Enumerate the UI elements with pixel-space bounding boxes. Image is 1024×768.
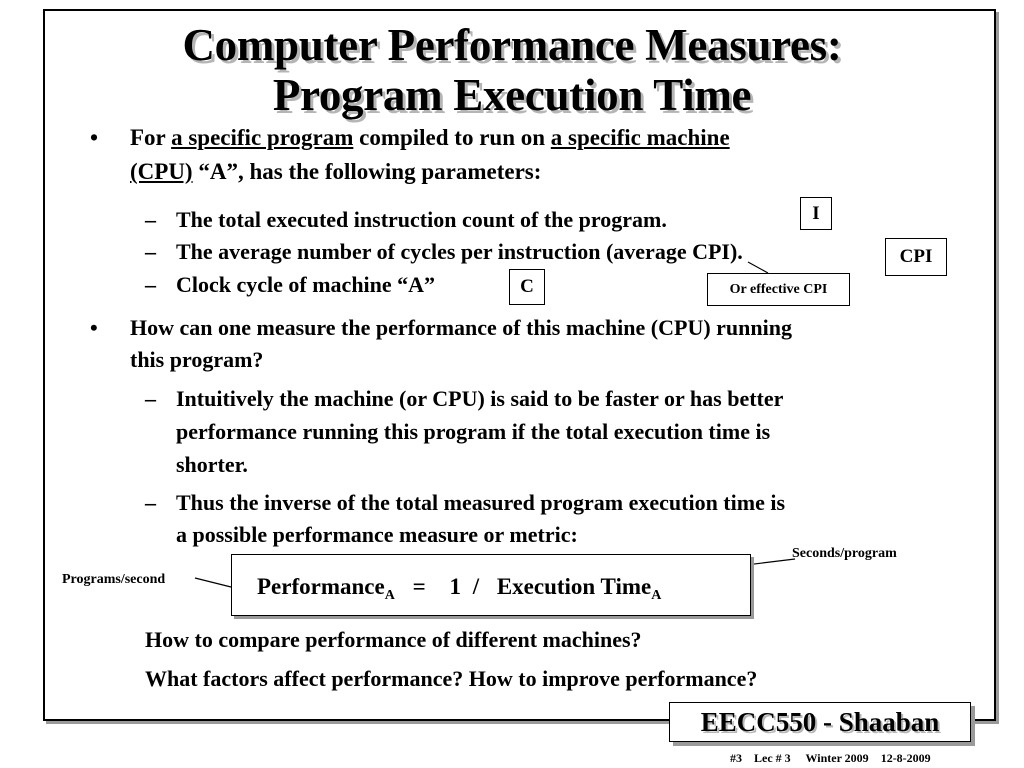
question-compare: How to compare performance of different machines? — [145, 627, 642, 652]
sub-2-text: The average number of cycles per instruction (average CPI). — [176, 239, 743, 264]
formula-slash: / — [472, 574, 480, 599]
slide-title-line2: Program Execution Time — [272, 70, 752, 120]
bullet-1-underline-cpu: (CPU) — [130, 159, 193, 184]
sub-5-dash: – — [145, 490, 156, 515]
footer-date: 12-8-2009 — [880, 751, 931, 765]
formula-performance: Performance — [257, 574, 385, 599]
formula-execution-time: Execution Time — [496, 574, 652, 599]
programs-second-pointer — [195, 578, 231, 587]
sub-3-text: Clock cycle of machine “A” — [176, 272, 436, 297]
cpi-box: CPI — [885, 238, 947, 276]
clock-cycle-box: C — [509, 269, 545, 305]
question-factors: What factors affect performance? How to improve performance? — [145, 666, 758, 691]
effective-cpi-pointer — [748, 262, 768, 273]
sub-5-line1: Thus the inverse of the total measured program execution time is — [176, 490, 786, 515]
sub-3-dash: – — [145, 272, 156, 297]
course-badge: EECC550 - Shaaban — [669, 702, 971, 742]
formula-execution-time-subscript: A — [651, 588, 662, 603]
sub-5-line2: a possible performance measure or metric: — [176, 522, 578, 547]
effective-cpi-note: Or effective CPI — [707, 273, 850, 306]
sub-2-dash: – — [145, 239, 156, 264]
bullet-1-text-b: compiled to run on — [353, 125, 551, 150]
slide-title-line1: Computer Performance Measures: — [182, 20, 842, 70]
sub-1-dash: – — [145, 207, 156, 232]
sub-4-dash: – — [145, 386, 156, 411]
bullet-2-marker: • — [90, 315, 98, 340]
bullet-2-line1: How can one measure the performance of this machine (CPU) running — [130, 315, 792, 340]
bullet-1-underline-program: a specific program — [171, 125, 354, 150]
formula-performance-subscript: A — [384, 588, 395, 603]
footer-term: Winter 2009 — [805, 751, 869, 765]
footer-info — [730, 751, 931, 766]
instruction-count-box: I — [800, 197, 832, 230]
seconds-per-program-label: Seconds/program — [792, 546, 897, 561]
footer-lecture: Lec # 3 — [754, 751, 791, 765]
sub-4-line3: shorter. — [176, 452, 248, 477]
bullet-1-text-a: For — [130, 125, 172, 150]
formula-equals: = — [412, 574, 426, 599]
performance-formula — [257, 574, 661, 604]
sub-4-line1: Intuitively the machine (or CPU) is said to be faster or has better — [176, 386, 784, 411]
bullet-1-marker: • — [90, 125, 99, 150]
bullet-1-underline-machine: a specific machine — [550, 125, 730, 150]
programs-per-second-label: Programs/second — [62, 572, 166, 587]
sub-4-line2: performance running this program if the total execution time is — [176, 419, 771, 444]
bullet-1-text-c: “A”, has the following parameters: — [192, 159, 542, 184]
sub-1-text: The total executed instruction count of the program. — [176, 207, 667, 232]
bullet-2-line2: this program? — [130, 347, 264, 372]
formula-one: 1 — [449, 574, 461, 599]
performance-formula-box — [231, 554, 751, 616]
footer-slide-number: #3 — [730, 751, 742, 765]
